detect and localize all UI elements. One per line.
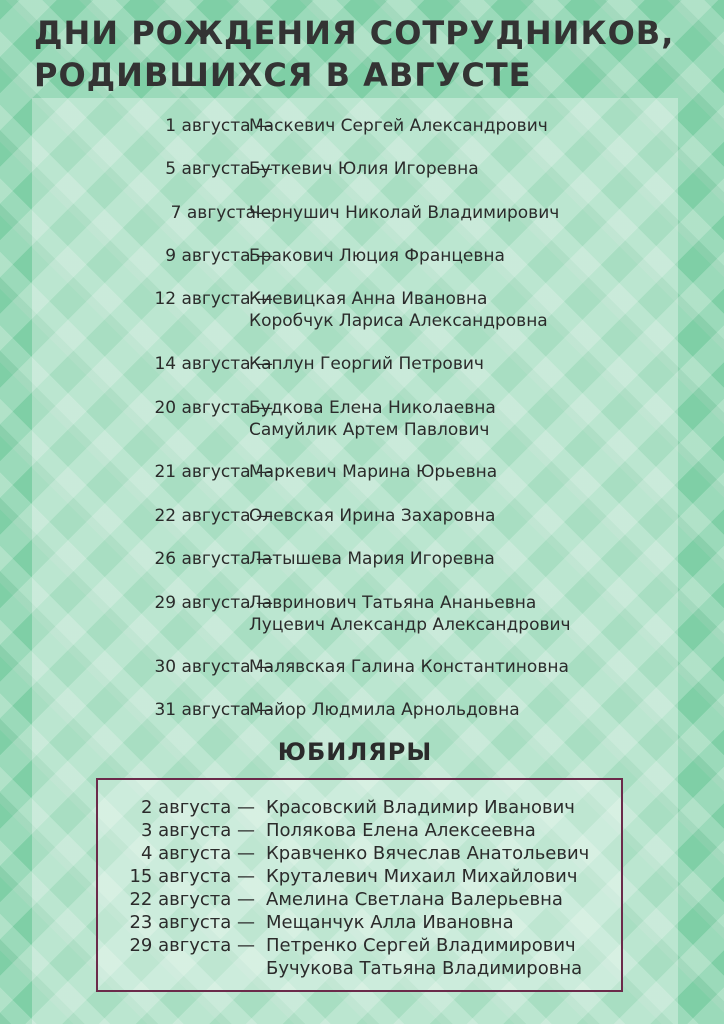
person-name: Будкова Елена Николаевна <box>249 398 496 418</box>
birthday-names <box>249 461 497 483</box>
person-name: Круталевич Михаил Михайлович <box>266 866 578 887</box>
jubilee-names <box>266 911 514 934</box>
birthday-names <box>249 397 496 441</box>
birthday-date: 29 августа — <box>154 593 273 613</box>
birthday-names <box>249 245 505 267</box>
birthday-names <box>249 158 479 180</box>
person-name: Чернушич Николай Владимирович <box>249 203 560 223</box>
person-name: Мещанчук Алла Ивановна <box>266 912 514 933</box>
jubilee-date: 15 августа — <box>129 866 255 887</box>
page-title <box>34 12 694 96</box>
birthday-date: 9 августа — <box>165 246 273 266</box>
person-name: Амелина Светлана Валерьевна <box>266 889 563 910</box>
person-name: Лавринович Татьяна Ананьевна <box>249 593 537 613</box>
person-name: Петренко Сергей Владимирович <box>266 935 576 956</box>
title-line-2: РОДИВШИХСЯ В АВГУСТЕ <box>34 56 532 94</box>
birthday-date: 7 августа— <box>170 203 273 223</box>
birthday-names <box>249 353 484 375</box>
person-name: Латышева Мария Игоревна <box>249 549 495 569</box>
jubilee-names <box>266 796 575 819</box>
person-name: Каплун Георгий Петрович <box>249 354 484 374</box>
birthday-names <box>249 656 569 678</box>
birthday-date: 21 августа — <box>154 462 273 482</box>
jubilee-date: 2 августа — <box>140 797 255 818</box>
jubilee-names <box>266 842 589 865</box>
birthday-names <box>249 202 559 224</box>
birthday-date: 5 августа — <box>165 159 273 179</box>
jubilee-names <box>266 819 536 842</box>
birthday-date: 20 августа — <box>154 398 273 418</box>
birthday-date: 14 августа — <box>154 354 273 374</box>
person-name: Маскевич Сергей Александрович <box>249 116 548 136</box>
jubilee-names <box>266 865 578 888</box>
birthday-names <box>249 592 571 636</box>
person-name: Луцевич Александр Александрович <box>249 615 571 635</box>
jubilee-date: 4 августа — <box>140 843 255 864</box>
jubilee-names <box>266 934 582 980</box>
person-name: Маркевич Марина Юрьевна <box>249 462 498 482</box>
title-line-1: ДНИ РОЖДЕНИЯ СОТРУДНИКОВ, <box>34 14 675 52</box>
birthday-names <box>249 115 548 137</box>
birthday-date: 26 августа — <box>154 549 273 569</box>
jubilee-date: 3 августа — <box>140 820 255 841</box>
person-name: Киевицкая Анна Ивановна <box>249 289 488 309</box>
person-name: Полякова Елена Алексеевна <box>266 820 536 841</box>
jubilee-names <box>266 888 563 911</box>
jubilee-box <box>96 778 623 992</box>
birthday-names <box>249 699 520 721</box>
birthday-date: 1 августа — <box>165 116 273 136</box>
birthday-names <box>249 505 495 527</box>
person-name: Олевская Ирина Захаровна <box>249 506 496 526</box>
person-name: Буткевич Юлия Игоревна <box>249 159 479 179</box>
person-name: Бучукова Татьяна Владимировна <box>266 958 583 979</box>
person-name: Красовский Владимир Иванович <box>266 797 575 818</box>
person-name: Самуйлик Артем Павлович <box>249 420 490 440</box>
jubilee-date: 22 августа — <box>129 889 255 910</box>
birthday-names <box>249 548 495 570</box>
jubilee-heading: ЮБИЛЯРЫ <box>277 738 433 766</box>
birthday-date: 30 августа — <box>154 657 273 677</box>
jubilee-date: 29 августа — <box>129 935 255 956</box>
person-name: Малявская Галина Константиновна <box>249 657 569 677</box>
person-name: Кравченко Вячеслав Анатольевич <box>266 843 590 864</box>
person-name: Майор Людмила Арнольдовна <box>249 700 520 720</box>
birthday-date: 12 августа — <box>154 289 273 309</box>
content-panel <box>32 98 678 1024</box>
person-name: Коробчук Лариса Александровна <box>249 311 548 331</box>
birthday-date: 22 августа — <box>154 506 273 526</box>
person-name: Бракович Люция Францевна <box>249 246 505 266</box>
birthday-names <box>249 288 548 332</box>
jubilee-date: 23 августа — <box>129 912 255 933</box>
birthday-date: 31 августа — <box>154 700 273 720</box>
